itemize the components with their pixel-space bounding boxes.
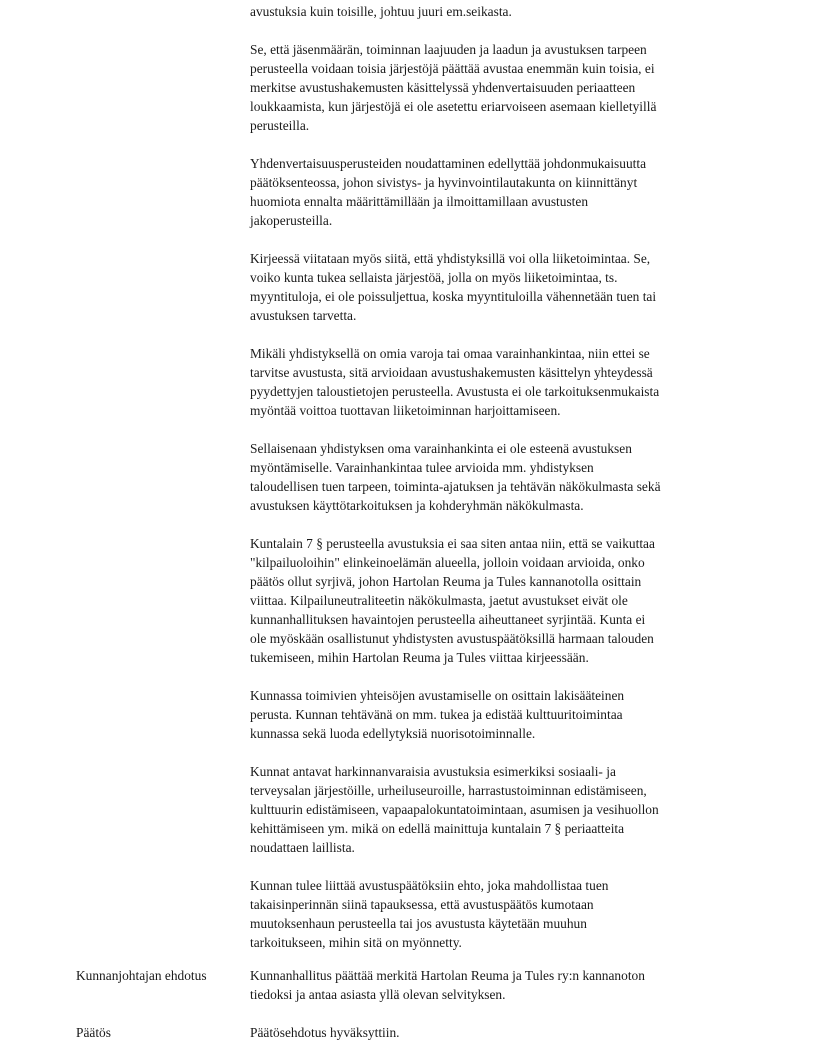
text-line: Yhdenvertaisuusperusteiden noudattaminen edellyttää johdonmukaisuutta (250, 156, 647, 171)
text-line: Kunnanhallitus päättää merkitä Hartolan Reuma ja Tules ry:n kannanoton (250, 968, 645, 983)
paragraph-6 (250, 534, 750, 667)
text-line: perusteella voidaan toisia järjestöjä päättää avustaa enemmän kuin toisia, ei (250, 61, 655, 76)
proposal-label: Kunnanjohtajan ehdotus (76, 968, 207, 983)
text-line: tarvitse avustusta, sitä arvioidaan avustushakemusten käsittelyn yhteydessä (250, 365, 653, 380)
document-body (250, 0, 750, 971)
text-line: myyntituloja, ei ole poissuljettua, koska myyntituloilla vähennetään tuen tai (250, 289, 657, 304)
text-line: noudattaen laillista. (250, 840, 355, 855)
text-line: "kilpailuoloihin" elinkeinoelämän alueella, jolloin voidaan arvioida, onko (250, 555, 645, 570)
text-line: Kunnassa toimivien yhteisöjen avustamiselle on osittain lakisääteinen (250, 688, 625, 703)
decision-label: Päätös (76, 1025, 111, 1040)
decision-text (250, 1023, 750, 1042)
text-line: takaisinperinnän siinä tapauksessa, että avustuspäätös kumotaan (250, 897, 594, 912)
text-line: päätös ollut syrjivä, johon Hartolan Reuma ja Tules kannanotolla osittain (250, 574, 642, 589)
text-line: viittaa. Kilpailuneutraliteetin näkökulmasta, jaetut avustukset eivät ole (250, 593, 628, 608)
text-line: kunnanhallituksen havaintojen perusteella aiheuttaneet syrjintää. Kunta ei (250, 612, 646, 627)
text-line: kehittämiseen ym. mikä on edellä mainittuja kuntalain 7 § periaatteita (250, 821, 625, 836)
text-line: Kunnan tulee liittää avustuspäätöksiin ehto, joka mahdollistaa tuen (250, 878, 609, 893)
paragraph-4 (250, 344, 750, 420)
text-line: avustuksen tarvetta. (250, 308, 357, 323)
text-line: tiedoksi ja antaa asiasta yllä olevan selvityksen. (250, 987, 506, 1002)
paragraph-9 (250, 876, 750, 952)
text-line: tarkoitukseen, mihin sitä on myönnetty. (250, 935, 462, 950)
text-line: ole myöskään osallistunut yhdistysten avustuspäätöksillä harmaan talouden (250, 631, 654, 646)
paragraph-7 (250, 686, 750, 743)
text-line: tukemiseen, mihin Hartolan Reuma ja Tules viittaa kirjeessään. (250, 650, 589, 665)
paragraph-1 (250, 40, 750, 135)
text-line: Kirjeessä viitataan myös siitä, että yhdistyksillä voi olla liiketoimintaa. Se, (250, 251, 651, 266)
text-line: kulttuurin edistämiseen, vapaapalokuntatoimintaan, asumisen ja vesihuollon (250, 802, 659, 817)
text-line: jakoperusteilla. (250, 213, 333, 228)
text-line: huomiota ennalta määrittämillään ja ilmoittamillaan avustusten (250, 194, 589, 209)
text-line: avustuksia kuin toisille, johtuu juuri em.seikasta. (250, 4, 512, 19)
text-line: taloudellisen tuen tarpeen, toiminta-ajatuksen ja tehtävän näkökulmasta sekä (250, 479, 661, 494)
paragraph-3 (250, 249, 750, 325)
text-line: Kuntalain 7 § perusteella avustuksia ei saa siten antaa niin, että se vaikuttaa (250, 536, 655, 551)
text-line: myöntämiselle. Varainhankintaa tulee arvioida mm. yhdistyksen (250, 460, 594, 475)
text-line: pyydettyjen taloustietojen perusteella. Avustusta ei ole tarkoituksenmukaista (250, 384, 660, 399)
text-line: kunnassa sekä luoda edellytyksiä nuorisotoiminnalle. (250, 726, 536, 741)
text-line: merkitse avustushakemusten käsittelyssä yhdenvertaisuuden periaatteen (250, 80, 636, 95)
proposal-text (250, 966, 750, 1004)
text-line: muutoksenhaun perusteella tai jos avustusta käytetään muuhun (250, 916, 587, 931)
text-line: perusteilla. (250, 118, 310, 133)
text-line: päätöksenteossa, johon sivistys- ja hyvinvointilautakunta on kiinnittänyt (250, 175, 638, 190)
text-line: Sellaisenaan yhdistyksen oma varainhankinta ei ole esteenä avustuksen (250, 441, 632, 456)
text-line: voiko kunta tukea sellaista järjestöä, jolla on myös liiketoimintaa, ts. (250, 270, 618, 285)
text-line: perusta. Kunnan tehtävänä on mm. tukea ja edistää kulttuuritoimintaa (250, 707, 623, 722)
text-line: Päätösehdotus hyväksyttiin. (250, 1025, 400, 1040)
text-line: Se, että jäsenmäärän, toiminnan laajuuden ja laadun ja avustuksen tarpeen (250, 42, 647, 57)
text-line: terveysalan järjestöille, urheiluseuroille, harrastustoiminnan edistämiseen, (250, 783, 647, 798)
text-line: myöntää voittoa tuottavan liiketoiminnan harjoittamiseen. (250, 403, 561, 418)
paragraph-2 (250, 154, 750, 230)
text-line: avustuksen käyttötarkoituksen ja kohderyhmän näkökulmasta. (250, 498, 584, 513)
text-line: Kunnat antavat harkinnanvaraisia avustuksia esimerkiksi sosiaali- ja (250, 764, 616, 779)
paragraph-5 (250, 439, 750, 515)
text-line: loukkaamista, kun järjestöjä ei ole asetettu eriarvoiseen asemaan kielletyillä (250, 99, 657, 114)
text-line: Mikäli yhdistyksellä on omia varoja tai omaa varainhankintaa, niin ettei se (250, 346, 650, 361)
paragraph-8 (250, 762, 750, 857)
paragraph-0 (250, 2, 750, 21)
